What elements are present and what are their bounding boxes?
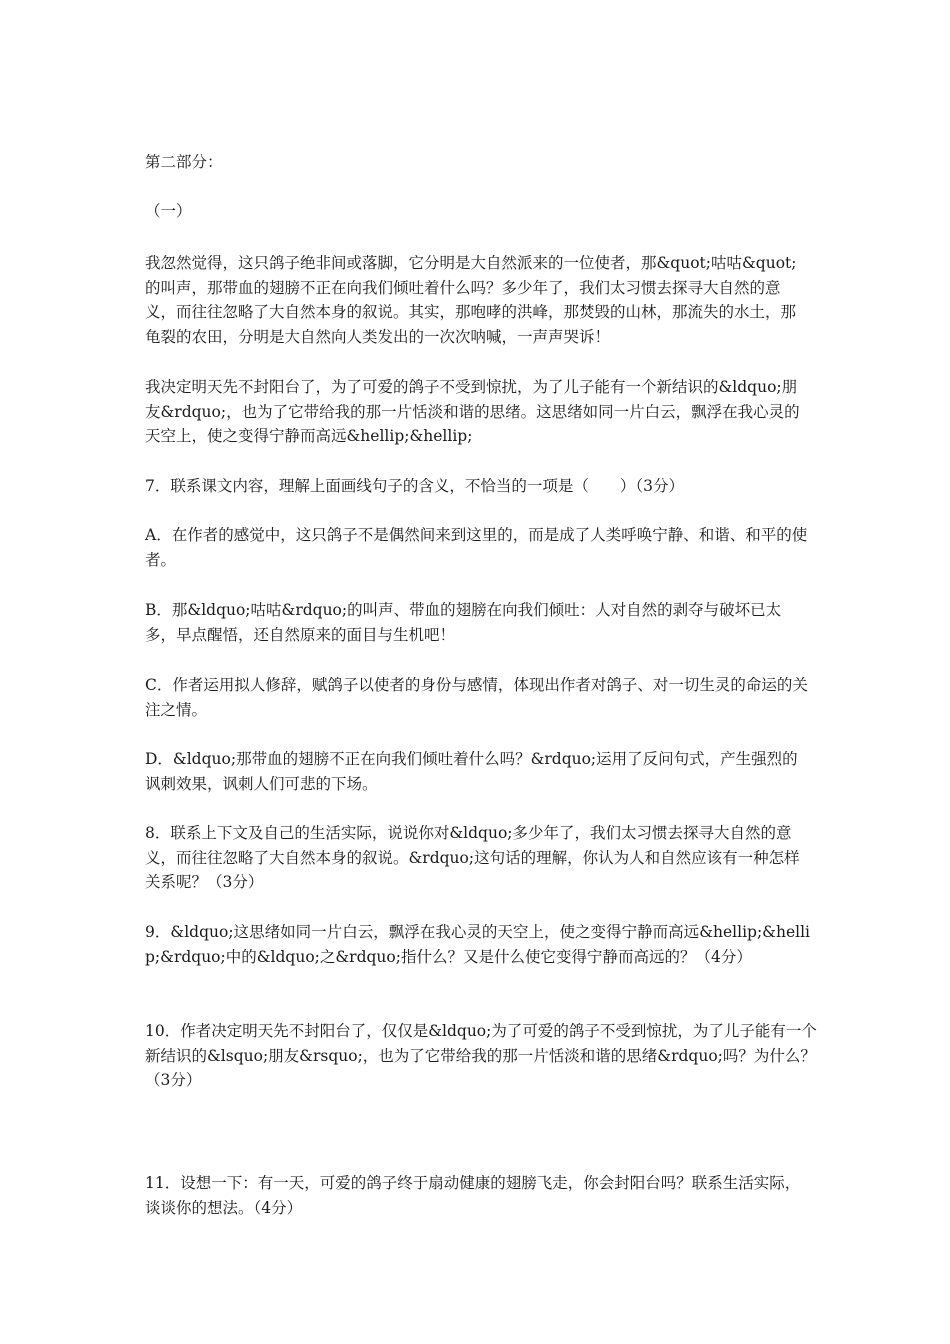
- question-7-option-d: D．&ldquo;那带血的翅膀不正在向我们倾吐着什么吗？&rdquo;运用了反问句式，产生强烈的讽刺效果，讽刺人们可悲的下场。: [145, 750, 798, 793]
- passage-paragraph-1: 我忽然觉得，这只鸽子绝非间或落脚，它分明是大自然派来的一位使者，那&quot;咕咕&quot;的叫声，那带血的翅膀不正在向我们倾吐着什么吗？多少年了，我们太习惯去探寻大自然的意义，而往往忽略了大自然本身的叙说。其实，那咆哮的洪峰，那焚毁的山林，那流失的水土，那龟裂的农田，分明是大自然向人类发出的一次次呐喊，一声声哭诉！: [145, 254, 797, 346]
- question-7-option-c: C．作者运用拟人修辞，赋鸽子以使者的身份与感情，体现出作者对鸽子、对一切生灵的命运的关注之情。: [145, 676, 808, 719]
- question-7-option-a: A．在作者的感觉中，这只鸽子不是偶然间来到这里的，而是成了人类呼唤宁静、和谐、和平的使者。: [145, 526, 808, 569]
- question-10: 10．作者决定明天先不封阳台了，仅仅是&ldquo;为了可爱的鸽子不受到惊扰，为了儿子能有一个新结识的&lsquo;朋友&rsquo;，也为了它带给我的那一片恬淡和谐的思绪&rdquo;吗？为什么？（3分）: [145, 1022, 817, 1089]
- question-8: 8．联系上下文及自己的生活实际，说说你对&ldquo;多少年了，我们太习惯去探寻大自然的意义，而往往忽略了大自然本身的叙说。&rdquo;这句话的理解，你认为人和自然应该有一种怎样关系呢？（3分）: [145, 824, 800, 891]
- question-7: 7．联系课文内容，理解上面画线句子的含义，不恰当的一项是（ ）（3分）: [145, 477, 684, 495]
- passage-paragraph-2: 我决定明天先不封阳台了，为了可爱的鸽子不受到惊扰，为了儿子能有一个新结识的&ldquo;朋友&rdquo;，也为了它带给我的那一片恬淡和谐的思绪。这思绪如同一片白云，飘浮在我心灵的天空上，使之变得宁静而高远&hellip;&hellip;: [145, 378, 800, 445]
- question-7-option-b: B．那&ldquo;咕咕&rdquo;的叫声、带血的翅膀在向我们倾吐：人对自然的剥夺与破坏已太多，早点醒悟，还自然原来的面目与生机吧！: [145, 601, 782, 644]
- subsection-number: （一）: [145, 202, 192, 220]
- question-11: 11．设想一下：有一天，可爱的鸽子终于扇动健康的翅膀飞走，你会封阳台吗？联系生活实际，谈谈你的想法。（4分）: [145, 1174, 801, 1217]
- section-title: 第二部分：: [145, 153, 223, 171]
- question-9: 9．&ldquo;这思绪如同一片白云，飘浮在我心灵的天空上，使之变得宁静而高远&hellip;&hellip;&rdquo;中的&ldquo;之&rdquo;指什么？又是什么使它变得宁静而高远的？（4分）: [145, 923, 810, 966]
